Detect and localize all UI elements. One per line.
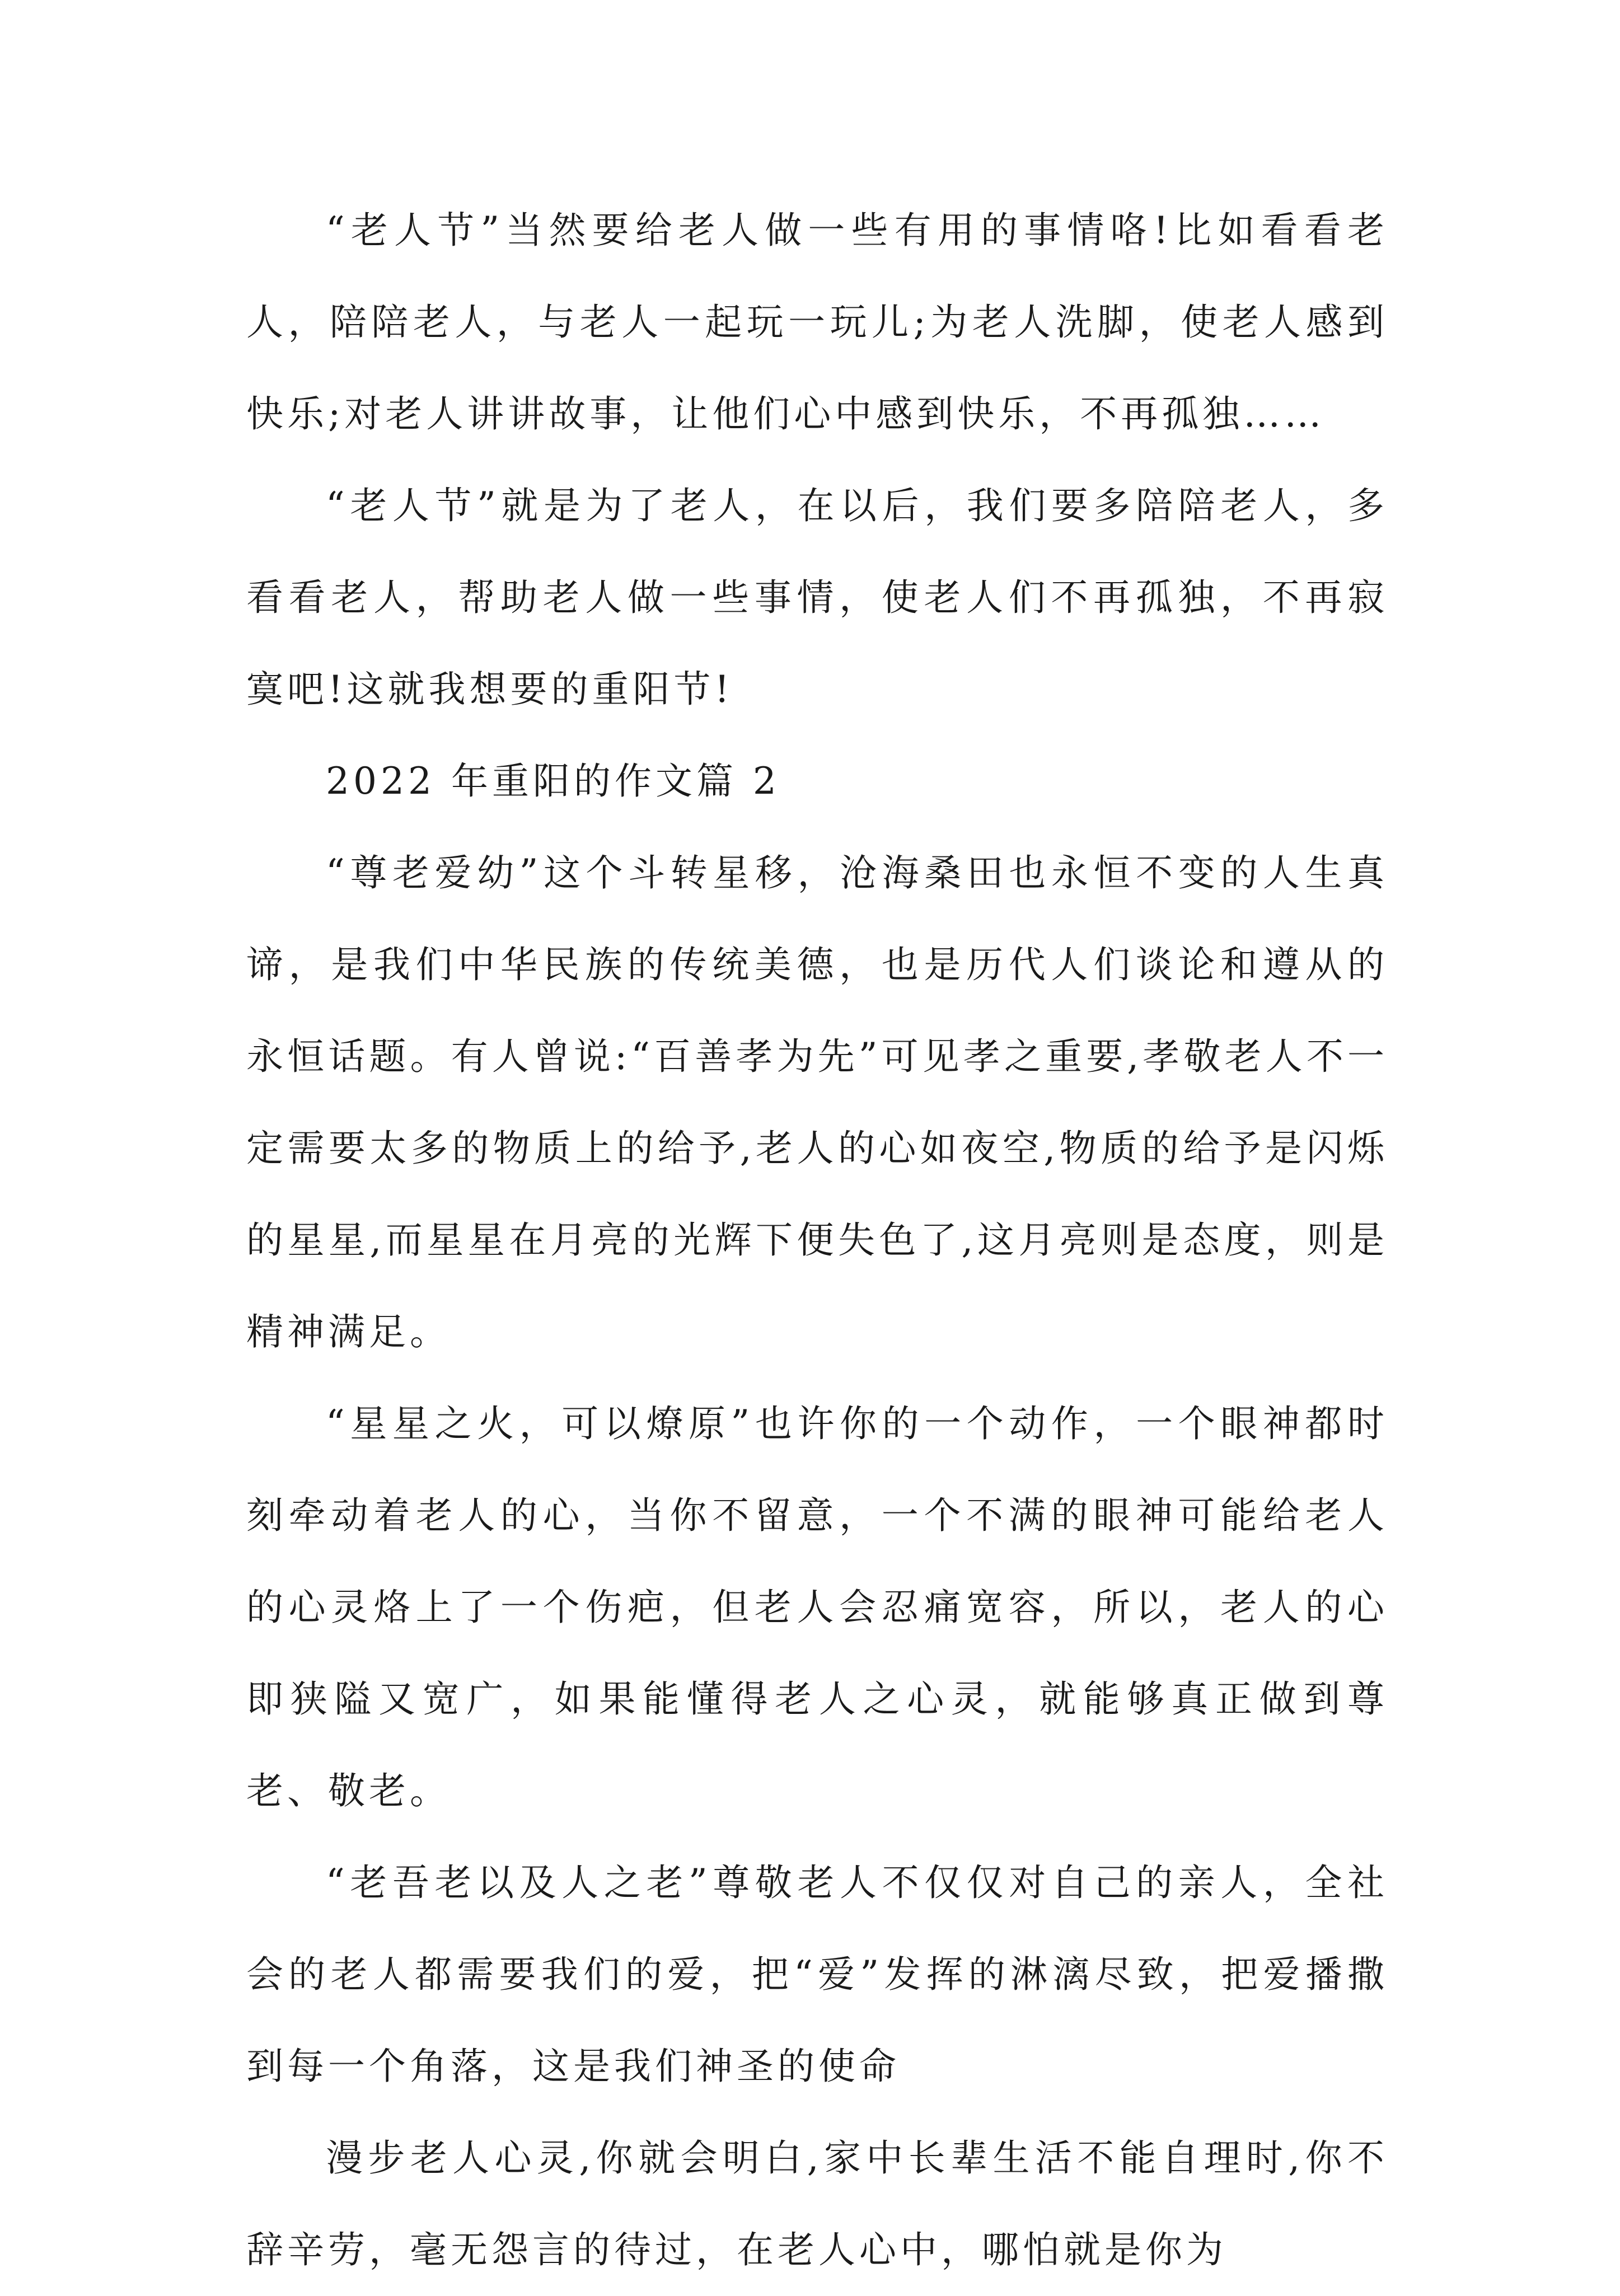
paragraph-old-peoples-day-activities: “老人节”当然要给老人做一些有用的事情咯!比如看看老人，陪陪老人，与老人一起玩一玩儿;为老人洗脚，使老人感到快乐;对老人讲讲故事，让他们心中感到快乐，不再孤独…… (246, 209, 1388, 435)
paragraph-stroll-elders-heart: 漫步老人心灵,你就会明白,家中长辈生活不能自理时,你不辞辛劳，毫无怨言的待过，在老人心中，哪怕就是你为 (246, 2136, 1388, 2271)
paragraph-old-peoples-day-purpose: “老人节”就是为了老人，在以后，我们要多陪陪老人，多看看老人，帮助老人做一些事情，使老人们不再孤独，不再寂寞吧!这就我想要的重阳节! (246, 484, 1388, 711)
paragraph-care-all-elders: “老吾老以及人之老”尊敬老人不仅仅对自己的亲人，全社会的老人都需要我们的爱，把“爱”发挥的淋漓尽致，把爱播撒到每一个角落，这是我们神圣的使命 (246, 1861, 1388, 2088)
paragraph-spark-prairie-fire: “星星之火，可以燎原”也许你的一个动作，一个眼神都时刻牵动着老人的心，当你不留意，一个不满的眼神可能给老人的心灵烙上了一个伤疤，但老人会忍痛宽容，所以，老人的心即狭隘又宽广，如果能懂得老人之心灵，就能够真正做到尊老、敬老。 (246, 1402, 1388, 1812)
paragraph-respect-elders: “尊老爱幼”这个斗转星移，沧海桑田也永恒不变的人生真谛，是我们中华民族的传统美德，也是历代人们谈论和遵从的永恒话题。有人曾说:“百善孝为先”可见孝之重要,孝敬老人不一定需要太多的物质上的给予,老人的心如夜空,物质的给予是闪烁的星星,而星星在月亮的光辉下便失色了,这月亮则是态度，则是精神满足。 (246, 851, 1388, 1353)
section-title: 2022 年重阳的作文篇 2 (326, 760, 780, 803)
document-body (246, 185, 1388, 2296)
